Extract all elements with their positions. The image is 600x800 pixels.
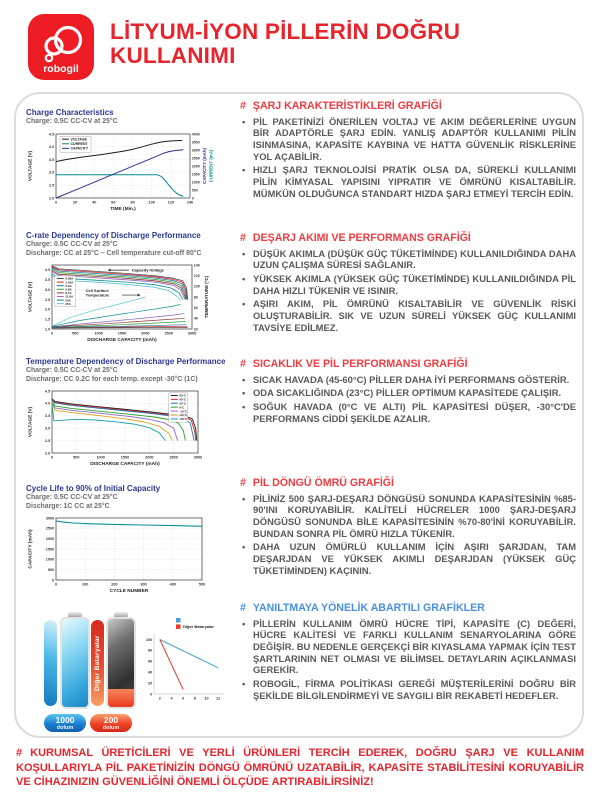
- logo-wordmark: robogil: [43, 63, 79, 75]
- chart-subtitle2: Discharge: 1C CC at 25°C: [26, 502, 110, 510]
- svg-text:Temperature: Temperature: [85, 292, 110, 298]
- svg-text:3000: 3000: [193, 455, 203, 460]
- svg-text:12: 12: [216, 696, 221, 701]
- section-cycle-life: [240, 478, 576, 578]
- charge-characteristics-chart: [26, 129, 231, 225]
- svg-text:0: 0: [54, 200, 58, 205]
- svg-text:3500: 3500: [191, 140, 200, 145]
- svg-text:4.0: 4.0: [44, 268, 51, 273]
- svg-text:1.45A: 1.45A: [65, 280, 74, 285]
- svg-text:0: 0: [52, 578, 55, 583]
- svg-text:VOLTAGE (V): VOLTAGE (V): [28, 406, 34, 438]
- svg-text:60°C: 60°C: [179, 393, 187, 398]
- temperature-discharge-chart: [26, 387, 231, 479]
- chart-title: C-rate Dependency of Discharge Performance: [26, 231, 201, 240]
- battery-low-charge-fill: [108, 689, 134, 707]
- badge-unit: dolum: [102, 724, 120, 731]
- svg-text:4.0: 4.0: [48, 145, 55, 150]
- battery-body-full: [60, 617, 90, 709]
- chart-subtitle: Charge: 0.5C CC-CV at 25°C: [26, 367, 118, 374]
- svg-text:400: 400: [169, 582, 176, 587]
- svg-text:TIME (Min.): TIME (Min.): [110, 206, 136, 212]
- svg-text:80: 80: [193, 295, 198, 300]
- svg-text:3.0: 3.0: [44, 426, 51, 431]
- svg-text:2.5: 2.5: [48, 183, 55, 188]
- svg-text:0°C: 0°C: [179, 405, 185, 410]
- svg-text:80: 80: [147, 648, 153, 653]
- svg-text:2500: 2500: [169, 455, 178, 460]
- svg-text:2: 2: [158, 696, 161, 701]
- svg-text:20: 20: [193, 327, 198, 332]
- svg-text:4.0: 4.0: [44, 401, 51, 406]
- c-rate-discharge-chart: [26, 261, 231, 353]
- svg-text:2500: 2500: [164, 331, 173, 336]
- svg-text:60: 60: [147, 659, 153, 664]
- svg-text:100: 100: [82, 582, 89, 587]
- bullet: • YÜKSEK AKIMLA (YÜKSEK GÜÇ TÜKETİMİNDE) KULLANILDIĞINDA PİL DAHA HIZLI TÜKENİR VE ISINIR.: [240, 273, 576, 296]
- robogil-battery-full: [60, 612, 90, 710]
- svg-text:0: 0: [50, 455, 54, 460]
- svg-text:3000: 3000: [187, 331, 197, 336]
- svg-text:1500: 1500: [191, 172, 200, 177]
- svg-text:2.0: 2.0: [48, 196, 55, 201]
- svg-text:CURRENT: CURRENT: [70, 141, 88, 146]
- svg-text:1000: 1000: [45, 557, 55, 562]
- svg-text:120: 120: [167, 200, 175, 205]
- badge-unit: dolum: [56, 724, 74, 731]
- bullet: • PİL PAKETİNİZİ ÖNERİLEN VOLTAJ VE AKIM DEĞERLERİNE UYGUN BİR ADAPTÖRLE ŞARJ EDİN. YANLIŞ ADAPTÖR KULLANIMI PİLİN ISINMASINA, KAPASİTE KAYBINA VE HATTA GÜVENLİK RİSKLERİNE YOL AÇABİLİR.: [240, 116, 576, 163]
- svg-text:2000: 2000: [191, 164, 200, 169]
- svg-text:1000: 1000: [94, 331, 103, 336]
- bullet: • AŞIRI AKIM, PİL ÖMRÜNÜ KISALTABİLİR VE GÜVENLİK RİSKİ OLUŞTURABİLİR. SIK VE UZUN SÜRELİ YÜKSEK GÜÇ KULLANIMI TAVSİYE EDİLMEZ.: [240, 298, 576, 333]
- cycle-life-chart: [26, 514, 231, 604]
- chart-title: Temperature Dependency of Discharge Performance: [26, 357, 226, 366]
- svg-text:100: 100: [193, 284, 200, 289]
- svg-text:0.58A: 0.58A: [65, 276, 74, 281]
- svg-text:40: 40: [92, 200, 97, 205]
- svg-text:1000: 1000: [96, 455, 105, 460]
- badge-value: 200: [103, 715, 119, 725]
- svg-text:VOLTAGE (V): VOLTAGE (V): [28, 150, 34, 182]
- svg-text:8: 8: [193, 696, 196, 701]
- svg-text:CAPACITY (mAh): CAPACITY (mAh): [28, 529, 34, 569]
- bullet: • SICAK HAVADA (45-60°C) PİLLER DAHA İYİ PERFORMANS GÖSTERİR.: [240, 374, 576, 386]
- robogil-cycle-badge: [44, 714, 86, 732]
- svg-text:40: 40: [193, 316, 198, 321]
- badge-value: 1000: [55, 715, 75, 725]
- charge-characteristics-block: [26, 108, 238, 225]
- svg-text:CAPACITY (mAh): CAPACITY (mAh): [202, 148, 207, 184]
- section-temperature-performance: [240, 359, 576, 426]
- section-misleading-graphs: [240, 603, 576, 703]
- svg-text:2500: 2500: [191, 156, 200, 161]
- svg-text:500: 500: [73, 455, 80, 460]
- svg-text:500: 500: [72, 331, 79, 336]
- svg-text:6: 6: [182, 696, 185, 701]
- svg-text:2.9A: 2.9A: [65, 283, 72, 288]
- svg-text:60: 60: [193, 305, 198, 310]
- svg-text:-20°C: -20°C: [179, 413, 188, 418]
- svg-text:3.0: 3.0: [48, 170, 55, 175]
- svg-text:0: 0: [191, 196, 194, 201]
- chart-title: Charge Characteristics: [26, 108, 114, 117]
- svg-text:5.8A: 5.8A: [65, 287, 72, 292]
- bullet: • DAHA UZUN ÖMÜRLÜ KULLANIM İÇİN AŞIRI ŞARJDAN, TAM DEŞARJDAN VE YÜKSEK AKIMLI DEŞARJDAN (YÜKSEK GÜÇ TÜKETİMİNDEN) KAÇININ.: [240, 541, 576, 576]
- section-heading: # DEŞARJ AKIMI VE PERFORMANS GRAFİĞİ: [240, 232, 471, 244]
- section-heading: # ŞARJ KARAKTERİSTİKLERİ GRAFİĞİ: [240, 100, 442, 112]
- svg-text:0: 0: [50, 331, 54, 336]
- svg-text:2.5: 2.5: [44, 438, 51, 443]
- svg-text:3000: 3000: [45, 516, 55, 521]
- bullet: • PİLLERİN KULLANIM ÖMRÜ HÜCRE TİPİ, KAPASİTE (C) DEĞERİ, HÜCRE KALİTESİ VE FARKLI KULLANIM SENARYOLARINA GÖRE DEĞİŞİR. BU NEDENLE GERÇEKÇİ BİR KIYASLAMA YAPMAK İÇİN TEST ŞARTLARININ NET OLMASI VE BİLİMSEL DETAYLARIN AÇIKLANMASI GEREKİR.: [240, 618, 576, 676]
- svg-text:DISCHARGE CAPACITY (mAh): DISCHARGE CAPACITY (mAh): [90, 461, 160, 467]
- temperature-discharge-block: [26, 357, 238, 479]
- svg-text:25A: 25A: [65, 301, 71, 306]
- svg-text:300: 300: [140, 582, 147, 587]
- robogil-logo-icon: [28, 14, 94, 80]
- bullet: • PİLİNİZ 500 ŞARJ-DEŞARJ DÖNGÜSÜ SONUNDA KAPASİTESİNİN %85-90'INI KORUYABİLİR. KALİTELİ HÜCRELER 1000 ŞARJ-DEŞARJ DÖNGÜSÜ SONUNDA BİLE KAPASİTESİNİN %70-80'İNİ KORUYABİLİR. BUNDAN SONRA PİL ÖMRÜ HIZLA TÜKENİR.: [240, 493, 576, 540]
- svg-text:4: 4: [170, 696, 173, 701]
- svg-text:Diğer Bataryalar: Diğer Bataryalar: [183, 624, 214, 629]
- hash-icon: #: [240, 602, 246, 614]
- bullet: • ODA SICAKLIĞINDA (23°C) PİLLER OPTİMUM KAPASİTEDE ÇALIŞIR.: [240, 387, 576, 399]
- hash-icon: #: [16, 747, 23, 759]
- svg-text:3.5: 3.5: [48, 157, 55, 162]
- hash-icon: #: [240, 232, 246, 244]
- svg-text:500: 500: [198, 582, 206, 587]
- page-title: LİTYUM-İYON PİLLERİN DOĞRU KULLANIMI: [110, 19, 461, 69]
- svg-text:1000: 1000: [191, 180, 200, 185]
- section-discharge-current: [240, 233, 576, 335]
- chart-subtitle: Charge: 0.5C CC-CV at 25°C: [26, 241, 118, 248]
- svg-text:1500: 1500: [45, 547, 55, 552]
- svg-text:100: 100: [148, 200, 155, 205]
- bullet: • SOĞUK HAVADA (0°C VE ALTI) PİL KAPASİTESİ DÜŞER, -30°C'DE PERFORMANS CİDDİ ŞEKİLDE AZALIR.: [240, 401, 576, 424]
- svg-text:3.5: 3.5: [44, 278, 51, 283]
- battery-comparison-graphic: [40, 610, 240, 738]
- svg-text:40: 40: [147, 670, 153, 675]
- svg-text:200: 200: [111, 582, 118, 587]
- section-heading: # YANILTMAYA YÖNELİK ABARTILI GRAFİKLER: [240, 602, 485, 614]
- svg-text:3.0: 3.0: [44, 287, 51, 292]
- svg-text:CURRENT (mA): CURRENT (mA): [208, 149, 214, 183]
- footer-note: # KURUMSAL ÜRETİCİLERİ VE YERLİ ÜRÜNLERİ TERCİH EDEREK, DOĞRU ŞARJ VE KULLANIM KOŞULLARIYLA PİL PAKETİNİZİN DÖNGÜ ÖMRÜNÜ UZATABİLİR, KAPASİTE STABİLİTESİNİ KORUYABİLİR VE CİHAZINIZIN GÜVENLİĞİNİ ÖNEMLİ ÖLÇÜDE ARTIRABİLİRSİNİZ!: [16, 747, 584, 789]
- svg-text:4.5: 4.5: [48, 132, 55, 137]
- c-rate-discharge-block: [26, 231, 238, 353]
- robogil-logo: [28, 14, 94, 80]
- hash-icon: #: [240, 358, 246, 370]
- other-battery-low: [106, 612, 136, 710]
- cycle-life-block: [26, 484, 238, 604]
- svg-text:20A: 20A: [65, 298, 71, 303]
- svg-text:CYCLE NUMBER: CYCLE NUMBER: [109, 588, 149, 594]
- bullet: • ROBOGİL, FİRMA POLİTİKASI GEREĞİ MÜŞTERİLERİNİ DOĞRU BİR ŞEKİLDE BİLGİLENDİRMEYİ VE SAYGILI BİR REKABETİ HEDEFLER.: [240, 678, 576, 701]
- svg-text:0: 0: [54, 582, 58, 587]
- svg-text:2000: 2000: [45, 536, 55, 541]
- svg-text:Cell Surface: Cell Surface: [85, 287, 109, 293]
- svg-text:140: 140: [193, 263, 200, 268]
- svg-text:140: 140: [186, 200, 194, 205]
- svg-text:2500: 2500: [45, 526, 55, 531]
- other-batteries-label: Diğer Bataryalar: [91, 620, 104, 706]
- svg-text:10: 10: [204, 696, 209, 701]
- svg-text:TEMPERATURE (°C): TEMPERATURE (°C): [204, 275, 209, 319]
- section-charge-characteristics: [240, 101, 576, 201]
- bullet: • HIZLI ŞARJ TEKNOLOJİSİ PRATİK OLSA DA, SÜREKLİ KULLANIMI PİLİN KİMYASAL YAPISINI YIPRATIR VE ÖMRÜNÜ KISALTABİLİR. MÜMKÜN OLDUĞUNCA STANDART HIZDA ŞARJ ETMEYİ TERCİH EDİN.: [240, 164, 576, 199]
- chart-subtitle2: Discharge: CC 0.2C for each temp. except -30°C (1C): [26, 375, 198, 383]
- svg-text:4.5: 4.5: [44, 389, 51, 394]
- svg-text:25°C: 25°C: [179, 401, 187, 406]
- section-heading: # SICAKLIK VE PİL PERFORMANSI GRAFİĞİ: [240, 358, 468, 370]
- chart-subtitle: Charge: 0.5C CC-CV at 25°C: [26, 494, 118, 501]
- svg-text:CAPACITY: CAPACITY: [70, 146, 89, 151]
- svg-text:120: 120: [193, 273, 200, 278]
- svg-text:0: 0: [150, 692, 153, 697]
- svg-text:VOLTAGE (V): VOLTAGE (V): [28, 281, 34, 313]
- svg-text:-30°C: -30°C: [179, 416, 188, 421]
- svg-text:DISCHARGE CAPACITY (mAh): DISCHARGE CAPACITY (mAh): [87, 337, 157, 343]
- svg-text:80: 80: [130, 200, 135, 205]
- robogil-battery-accent: [44, 620, 57, 706]
- svg-text:20: 20: [147, 681, 153, 686]
- other-cycle-badge: [90, 714, 132, 732]
- svg-text:500: 500: [47, 567, 55, 572]
- chart-subtitle2: Discharge: CC at 25°C – Cell temperature cut-off 80°C: [26, 249, 202, 257]
- hash-icon: #: [240, 477, 246, 489]
- battery-body-low: [106, 617, 136, 709]
- svg-text:2000: 2000: [141, 331, 150, 336]
- svg-text:2.5: 2.5: [44, 297, 51, 302]
- svg-text:1500: 1500: [120, 455, 130, 460]
- svg-text:100: 100: [145, 637, 153, 642]
- svg-text:2000: 2000: [145, 455, 154, 460]
- chart-title: Cycle Life to 90% of Initial Capacity: [26, 484, 161, 493]
- section-heading: # PİL DÖNGÜ ÖMRÜ GRAFİĞİ: [240, 477, 394, 489]
- svg-text:VOLTAGE: VOLTAGE: [70, 137, 87, 142]
- chart-subtitle: Charge: 0.5C CC-CV at 25°C: [26, 118, 118, 125]
- hash-icon: #: [240, 100, 246, 112]
- svg-text:60: 60: [111, 200, 116, 205]
- svg-text:500: 500: [191, 188, 198, 193]
- svg-text:-10°C: -10°C: [179, 409, 188, 414]
- svg-text:Capacity-Voltage: Capacity-Voltage: [131, 267, 164, 273]
- svg-text:3000: 3000: [191, 148, 200, 153]
- svg-text:1500: 1500: [117, 331, 127, 336]
- svg-text:45°C: 45°C: [179, 397, 187, 402]
- svg-text:20: 20: [73, 200, 78, 205]
- bullet: • DÜŞÜK AKIMLA (DÜŞÜK GÜÇ TÜKETİMİNDE) KULLANILDIĞINDA DAHA UZUN ÇALIŞMA SÜRESİ SAĞLANIR.: [240, 248, 576, 271]
- svg-text:8.7A: 8.7A: [65, 291, 72, 296]
- battery-life-mini-chart: [138, 614, 233, 712]
- svg-text:1.0: 1.0: [44, 327, 51, 332]
- svg-text:11.6A: 11.6A: [65, 294, 74, 299]
- svg-text:4000: 4000: [191, 132, 200, 137]
- svg-text:3.5: 3.5: [44, 414, 51, 419]
- svg-text:2.0: 2.0: [44, 307, 51, 312]
- svg-text:1.5: 1.5: [44, 317, 51, 322]
- svg-text:2.0: 2.0: [44, 451, 51, 456]
